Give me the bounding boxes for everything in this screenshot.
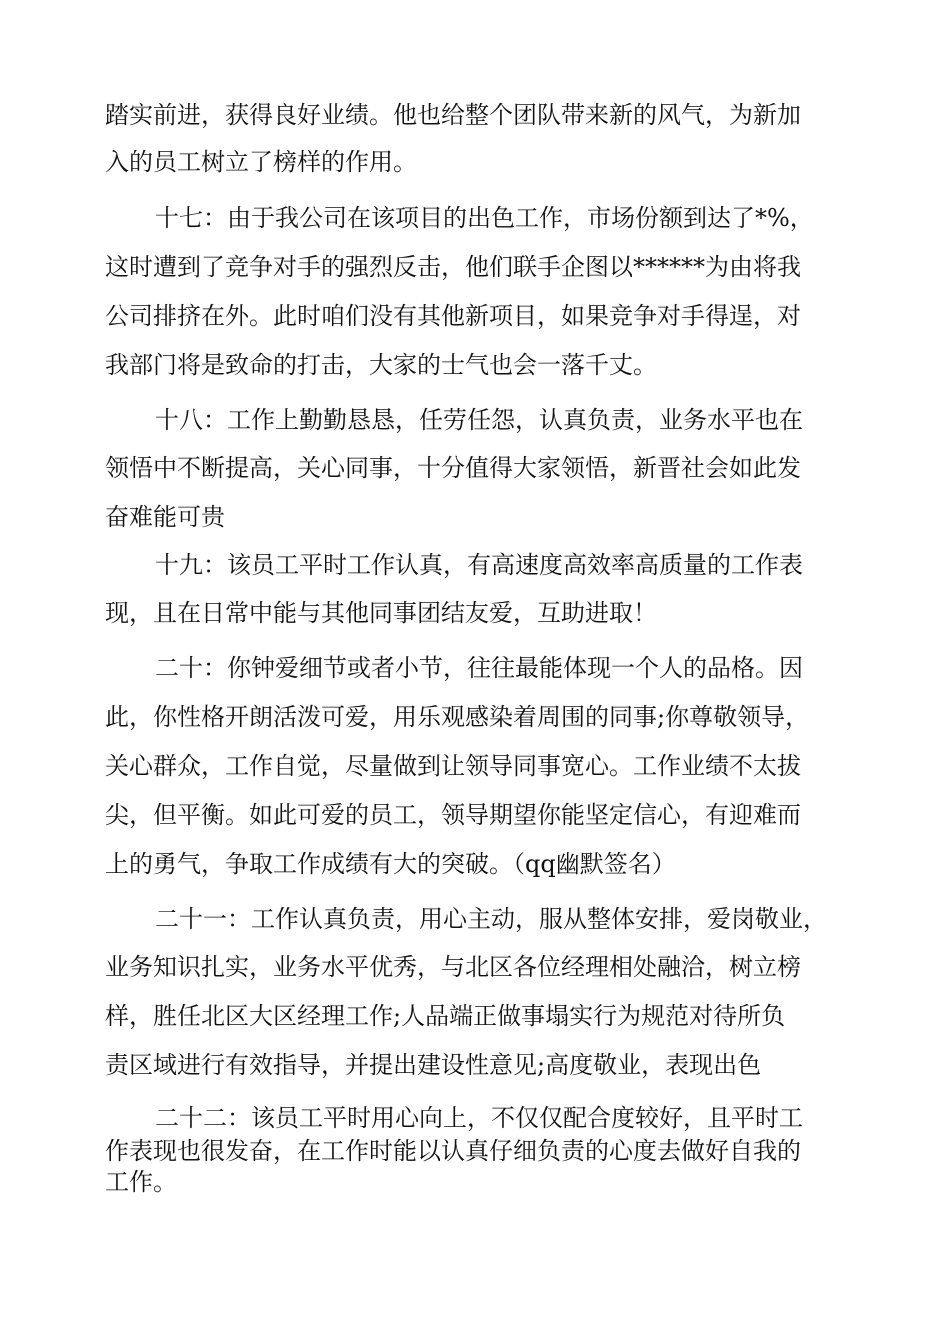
item-21-first-line: 二十一：工作认真负责，用心主动，服从整体安排，爱岗敬业， <box>155 905 827 933</box>
body-line: 我部门将是致命的打击，大家的士气也会一落千丈。 <box>105 351 657 379</box>
item-22-first-line: 二十二：该员工平时用心向上，不仅仅配合度较好，且平时工 <box>155 1104 803 1132</box>
body-line: 样，胜任北区大区经理工作;人品端正做事塌实行为规范对待所负 <box>105 1002 786 1030</box>
body-line: 奋难能可贵 <box>105 503 225 531</box>
body-line: 这时遭到了竞争对手的强烈反击，他们联手企图以******为由将我 <box>105 253 801 281</box>
body-line: 责区域进行有效指导，并提出建设性意见;高度敬业，表现出色 <box>105 1051 762 1079</box>
body-line: 关心群众，工作自觉，尽量做到让领导同事宽心。工作业绩不太拔 <box>105 752 801 780</box>
body-line: 业务知识扎实，业务水平优秀，与北区各位经理相处融洽，树立榜 <box>105 953 801 981</box>
body-line: 此，你性格开朗活泼可爱，用乐观感染着周围的同事;你尊敬领导， <box>105 703 810 731</box>
body-line: 入的员工树立了榜样的作用。 <box>105 148 417 176</box>
item-20-first-line: 二十：你钟爱细节或者小节，往往最能体现一个人的品格。因 <box>155 654 803 682</box>
body-line: 上的勇气，争取工作成绩有大的突破。（qq幽默签名） <box>105 850 676 878</box>
item-17-first-line: 十七：由于我公司在该项目的出色工作，市场份额到达了*%， <box>155 204 814 232</box>
item-19-first-line: 十九：该员工平时工作认真，有高速度高效率高质量的工作表 <box>155 551 803 579</box>
body-line: 尖，但平衡。如此可爱的员工，领导期望你能坚定信心，有迎难而 <box>105 801 801 829</box>
body-line: 公司排挤在外。此时咱们没有其他新项目，如果竞争对手得逞，对 <box>105 302 801 330</box>
body-line: 踏实前进，获得良好业绩。他也给整个团队带来新的风气，为新加 <box>105 101 801 129</box>
body-line: 工作。 <box>105 1168 177 1196</box>
item-18-first-line: 十八：工作上勤勤恳恳，任劳任怨，认真负责，业务水平也在 <box>155 406 803 434</box>
body-line: 现，且在日常中能与其他同事团结友爱，互助进取！ <box>105 599 657 627</box>
body-line: 领悟中不断提高，关心同事，十分值得大家领悟，新晋社会如此发 <box>105 454 801 482</box>
body-line: 作表现也很发奋，在工作时能以认真仔细负责的心度去做好自我的 <box>105 1137 801 1165</box>
